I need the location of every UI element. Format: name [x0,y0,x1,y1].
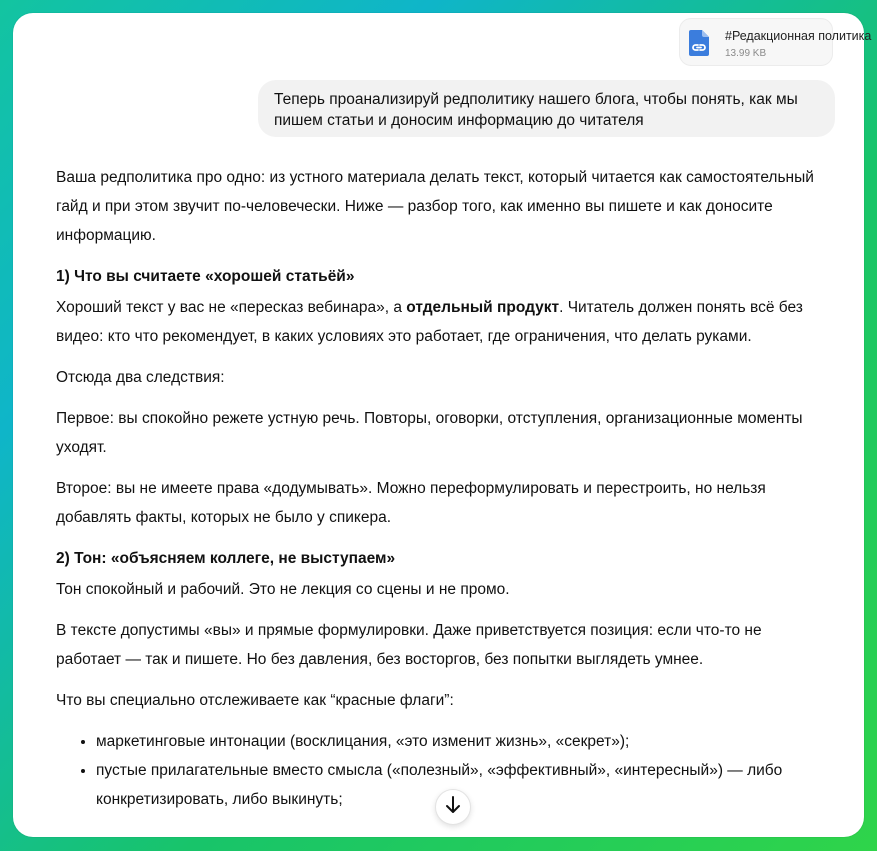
section2-paragraph-2: В тексте допустимы «вы» и прямые формулировки. Даже приветствуется позиция: если что-то не работает — так и пишете. Но без давления, без восторгов, без попытки выглядеть умнее. [56,622,762,668]
section-heading-2: 2) Тон: «объясняем коллеге, не выступаем» [56,550,396,567]
chat-window [13,13,872,837]
section1-p1-before: Хороший текст у вас не «пересказ вебинара», а [56,299,407,316]
section1-paragraph-1 [56,293,816,351]
section2-paragraph-1: Тон спокойный и рабочий. Это не лекция со сцены и не промо. [56,581,510,598]
answer-intro: Ваша редполитика про одно: из устного материала делать текст, который читается как самостоятельный гайд и при этом звучит по-человечески. Ниже — разбор того, как именно вы пишете и как доносите информацию. [56,169,814,244]
arrow-down-icon [445,796,461,819]
document-link-icon [689,30,709,56]
section1-paragraph-3: Первое: вы спокойно режете устную речь. Повторы, оговорки, отступления, организационные моменты уходят. [56,410,803,456]
section1-paragraph-2: Отсюда два следствия: [56,369,225,386]
user-message: Теперь проанализируй редполитику нашего блога, чтобы понять, как мы пишем статьи и доносим информацию до читателя [258,80,835,137]
attachment-chip[interactable] [679,18,872,66]
list-item: • пустые прилагательные вместо смысла («полезный», «эффективный», «интересный») — либо конкретизировать, либо выкинуть; [96,756,816,814]
scroll-to-bottom-button[interactable] [435,789,471,825]
assistant-answer [56,163,816,814]
attachment-name: #Редакционная политика [725,29,872,43]
section2-paragraph-3: Что вы специально отслеживаете как “красные флаги”: [56,692,454,709]
attachment-size: 13.99 KB [725,48,767,59]
section1-p1-bold: отдельный продукт [406,299,560,316]
list-item: • маркетинговые интонации (восклицания, «это изменит жизнь», «секрет»); [96,727,816,756]
section-heading-1: 1) Что вы считаете «хорошей статьёй» [56,268,355,285]
section1-paragraph-4: Второе: вы не имеете права «додумывать». Можно переформулировать и перестроить, но нельзя добавлять факты, которых не было у спикера. [56,480,766,526]
section1-p1-after: . Читатель должен понять всё без видео: кто что рекомендует, в каких условиях это работает, где ограничения, что делать руками. [56,299,803,345]
